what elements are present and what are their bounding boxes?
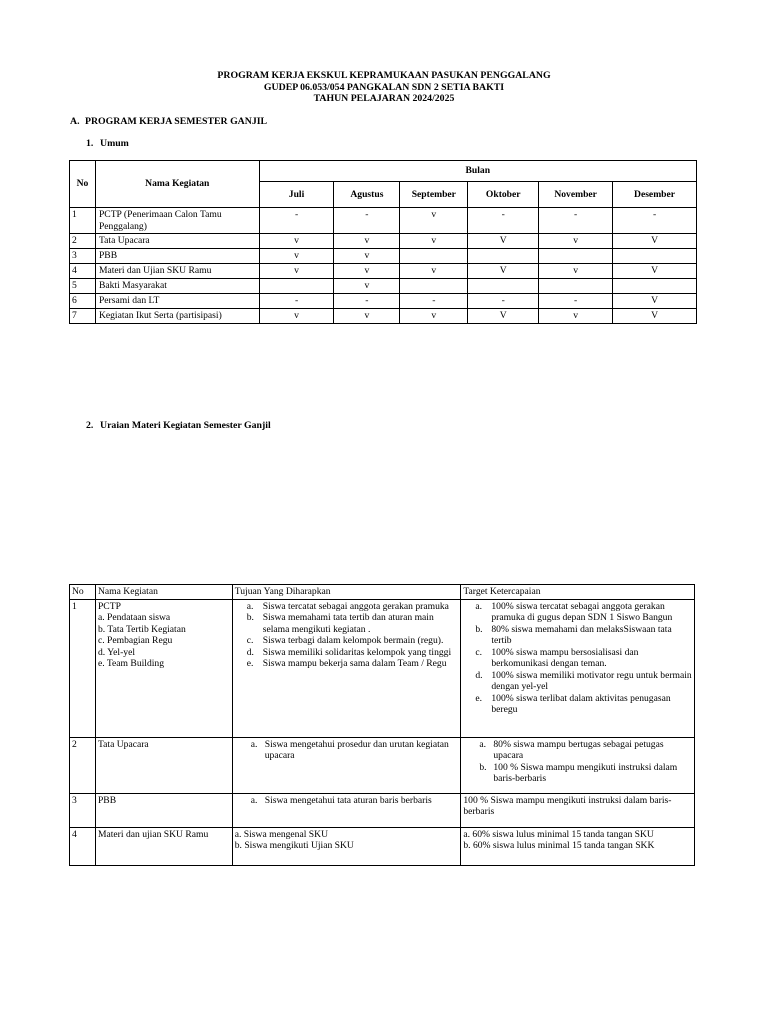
schedule-cell: [259, 279, 334, 294]
table-row: [70, 827, 695, 865]
schedule-cell: v: [259, 309, 334, 324]
list-text: Siswa mampu bekerja sama dalam Team / Regu: [262, 658, 447, 669]
schedule-cell: [468, 279, 539, 294]
list-text: 100% siswa tercatat sebagai anggota gerakan pramuka di gugus depan SDN 1 Siswo Bangun: [491, 600, 673, 623]
document-title: [0, 70, 768, 105]
activity-name: Tata Upacara: [95, 737, 232, 793]
target-line: b. 60% siswa lulus minimal 15 tanda tangan SKK: [463, 840, 655, 851]
table-row: [70, 249, 697, 264]
sub-item: c. Pembagian Regu: [97, 635, 173, 646]
row-number: 5: [70, 279, 96, 294]
list-marker: c.: [246, 635, 254, 646]
list-marker: b.: [475, 623, 483, 635]
table-row: [70, 279, 697, 294]
list-item: [247, 647, 459, 659]
schedule-cell: V: [613, 234, 697, 249]
section-a-number: A.: [70, 116, 80, 127]
schedule-cell: v: [334, 279, 400, 294]
schedule-cell: [400, 279, 468, 294]
schedule-cell: -: [539, 208, 613, 234]
activity-name: Kegiatan Ikut Serta (partisipasi): [95, 309, 259, 324]
schedule-cell: v: [259, 234, 334, 249]
list-marker: d.: [246, 646, 254, 658]
schedule-cell: V: [613, 309, 697, 324]
schedule-cell: -: [539, 294, 613, 309]
tujuan-cell: [232, 827, 461, 865]
list-text: Siswa memiliki solidaritas kelompok yang tinggi: [262, 646, 452, 658]
list-item: [475, 670, 692, 693]
row-number: 2: [70, 234, 96, 249]
schedule-cell: v: [334, 249, 400, 264]
list-text: Siswa mengetahui prosedur dan urutan kegiatan upacara: [264, 738, 449, 761]
schedule-cell: -: [468, 208, 539, 234]
row-number: 7: [70, 309, 96, 324]
tujuan-list: [235, 739, 459, 762]
schedule-cell: v: [400, 208, 468, 234]
list-item: [247, 635, 459, 647]
schedule-cell: v: [400, 264, 468, 279]
list-item: [247, 612, 459, 635]
schedule-cell: v: [400, 309, 468, 324]
target-line: a. 60% siswa lulus minimal 15 tanda tangan SKU: [463, 828, 654, 840]
subsection-2-number: 2.: [86, 420, 94, 431]
month-header: Agustus: [334, 182, 400, 208]
table-row: [70, 309, 697, 324]
schedule-cell: -: [613, 208, 697, 234]
sub-item: b. Tata Tertib Kegiatan: [97, 623, 186, 635]
activity-name: PBB: [95, 249, 259, 264]
month-header: Juli: [259, 182, 334, 208]
table-row: [70, 264, 697, 279]
schedule-cell: [613, 249, 697, 264]
activity-name: Materi dan ujian SKU Ramu: [95, 827, 232, 865]
schedule-cell: V: [613, 294, 697, 309]
list-marker: e.: [246, 658, 254, 669]
detail-header-no: No: [70, 585, 96, 600]
month-header: November: [539, 182, 613, 208]
tujuan-line: b. Siswa mengikuti Ujian SKU: [234, 840, 354, 851]
title-line-1: PROGRAM KERJA EKSKUL KEPRAMUKAAN PASUKAN PENGGALANG: [217, 70, 551, 81]
subsection-2-heading: [86, 420, 271, 432]
detail-header-tujuan: Tujuan Yang Diharapkan: [232, 585, 461, 600]
schedule-header-no: No: [70, 161, 96, 208]
row-number: 4: [70, 827, 96, 865]
detail-header-target: Target Ketercapaian: [461, 585, 695, 600]
list-marker: a.: [475, 600, 483, 612]
tujuan-cell: [232, 793, 461, 827]
target-list: [463, 739, 692, 785]
target-cell: [461, 599, 695, 737]
list-marker: b.: [479, 761, 487, 773]
schedule-cell: [539, 249, 613, 264]
tujuan-cell: [232, 599, 461, 737]
subsection-2-title: Uraian Materi Kegiatan Semester Ganjil: [100, 420, 271, 431]
row-number: 3: [70, 249, 96, 264]
list-text: 80% siswa memahami dan melaksSiswaan tata tertib: [491, 623, 672, 646]
list-marker: c.: [475, 646, 483, 658]
table-row: [70, 599, 695, 737]
schedule-cell: v: [539, 234, 613, 249]
activity-name: Bakti Masyarakat: [95, 279, 259, 294]
schedule-cell: [613, 279, 697, 294]
list-text: Siswa tercatat sebagai anggota gerakan pramuka: [262, 600, 449, 612]
list-marker: d.: [475, 669, 483, 681]
schedule-cell: V: [468, 309, 539, 324]
activity-name: Materi dan Ujian SKU Ramu: [95, 264, 259, 279]
schedule-cell: V: [613, 264, 697, 279]
list-item: [247, 601, 459, 613]
schedule-cell: [539, 279, 613, 294]
section-a-heading: [70, 116, 267, 128]
title-line-3: TAHUN PELAJARAN 2024/2025: [313, 93, 455, 105]
list-marker: a.: [250, 794, 258, 806]
row-number: 4: [70, 264, 96, 279]
table-row: [70, 208, 697, 234]
list-marker: e.: [475, 692, 483, 704]
activity-name: Persami dan LT: [95, 294, 259, 309]
row-number: 1: [70, 599, 96, 737]
title-line-2: GUDEP 06.053/054 PANGKALAN SDN 2 SETIA BAKTI: [263, 81, 505, 93]
list-text: 100% siswa memiliki motivator regu untuk bermain dengan yel-yel: [491, 669, 692, 692]
list-text: 100% siswa mampu bersosialisasi dan berkomunikasi dengan teman.: [491, 646, 639, 669]
schedule-cell: v: [334, 264, 400, 279]
list-marker: b.: [246, 612, 254, 623]
activity-name: PCTP: [97, 600, 121, 612]
list-text: Siswa mengetahui tata aturan baris berbaris: [264, 794, 432, 806]
tujuan-cell: [232, 737, 461, 793]
schedule-cell: v: [334, 234, 400, 249]
list-marker: a.: [246, 600, 254, 612]
tujuan-list: [235, 601, 459, 670]
subsection-1-number: 1.: [86, 138, 94, 149]
list-text: 100 % Siswa mampu mengikuti instruksi dalam baris-berbaris: [493, 761, 678, 784]
list-text: Siswa terbagi dalam kelompok bermain (regu).: [262, 635, 444, 646]
target-cell: [461, 737, 695, 793]
sub-item: d. Yel-yel: [97, 646, 136, 658]
schedule-header-name: Nama Kegiatan: [95, 161, 259, 208]
sub-item: e. Team Building: [97, 658, 165, 669]
list-item: [247, 658, 459, 670]
sub-item: a. Pendataan siswa: [97, 612, 171, 623]
schedule-cell: -: [400, 294, 468, 309]
list-marker: a.: [250, 738, 258, 750]
month-header: Oktober: [468, 182, 539, 208]
schedule-cell: -: [334, 294, 400, 309]
month-header: Desember: [613, 182, 697, 208]
target-text: 100 % Siswa mampu mengikuti instruksi dalam baris-berbaris: [461, 793, 695, 827]
table-row: [70, 793, 695, 827]
subsection-1-heading: [86, 138, 129, 150]
tujuan-list: [235, 795, 459, 807]
list-item: [475, 693, 692, 716]
list-item: [251, 795, 459, 807]
row-number: 3: [70, 793, 96, 827]
tujuan-line: a. Siswa mengenal SKU: [234, 828, 328, 840]
schedule-cell: v: [259, 249, 334, 264]
row-number: 1: [70, 208, 96, 234]
activity-name-cell: [95, 599, 232, 737]
table-row: [70, 737, 695, 793]
row-number: 2: [70, 737, 96, 793]
table-row: [70, 234, 697, 249]
list-text: Siswa memahami tata tertib dan aturan main selama mengikuti kegiatan .: [262, 612, 434, 635]
row-number: 6: [70, 294, 96, 309]
schedule-header-bulan: Bulan: [259, 161, 696, 182]
month-header: September: [400, 182, 468, 208]
target-list: [463, 601, 692, 716]
list-item: [251, 739, 459, 762]
schedule-cell: [400, 249, 468, 264]
schedule-cell: V: [468, 234, 539, 249]
list-text: 80% siswa mampu bertugas sebagai petugas upacara: [493, 738, 664, 761]
activity-name: PBB: [95, 793, 232, 827]
subsection-1-title: Umum: [100, 138, 129, 149]
list-item: [479, 739, 692, 762]
schedule-cell: v: [539, 264, 613, 279]
schedule-cell: -: [334, 208, 400, 234]
target-cell: [461, 827, 695, 865]
schedule-cell: v: [334, 309, 400, 324]
list-marker: a.: [479, 738, 487, 750]
schedule-cell: [468, 249, 539, 264]
list-item: [475, 647, 692, 670]
schedule-cell: -: [259, 208, 334, 234]
list-text: 100% siswa terlibat dalam aktivitas penugasan beregu: [491, 692, 671, 715]
table-row: [70, 294, 697, 309]
schedule-cell: v: [539, 309, 613, 324]
schedule-cell: v: [400, 234, 468, 249]
activity-name: PCTP (Penerimaan Calon Tamu Penggalang): [95, 208, 259, 234]
section-a-title: PROGRAM KERJA SEMESTER GANJIL: [85, 116, 268, 127]
list-item: [475, 601, 692, 624]
schedule-table: [69, 160, 697, 324]
list-item: [475, 624, 692, 647]
activity-detail-table: [69, 584, 695, 866]
schedule-cell: -: [259, 294, 334, 309]
schedule-cell: -: [468, 294, 539, 309]
list-item: [479, 762, 692, 785]
schedule-cell: v: [259, 264, 334, 279]
schedule-cell: V: [468, 264, 539, 279]
detail-header-name: Nama Kegiatan: [95, 585, 232, 600]
activity-name: Tata Upacara: [95, 234, 259, 249]
